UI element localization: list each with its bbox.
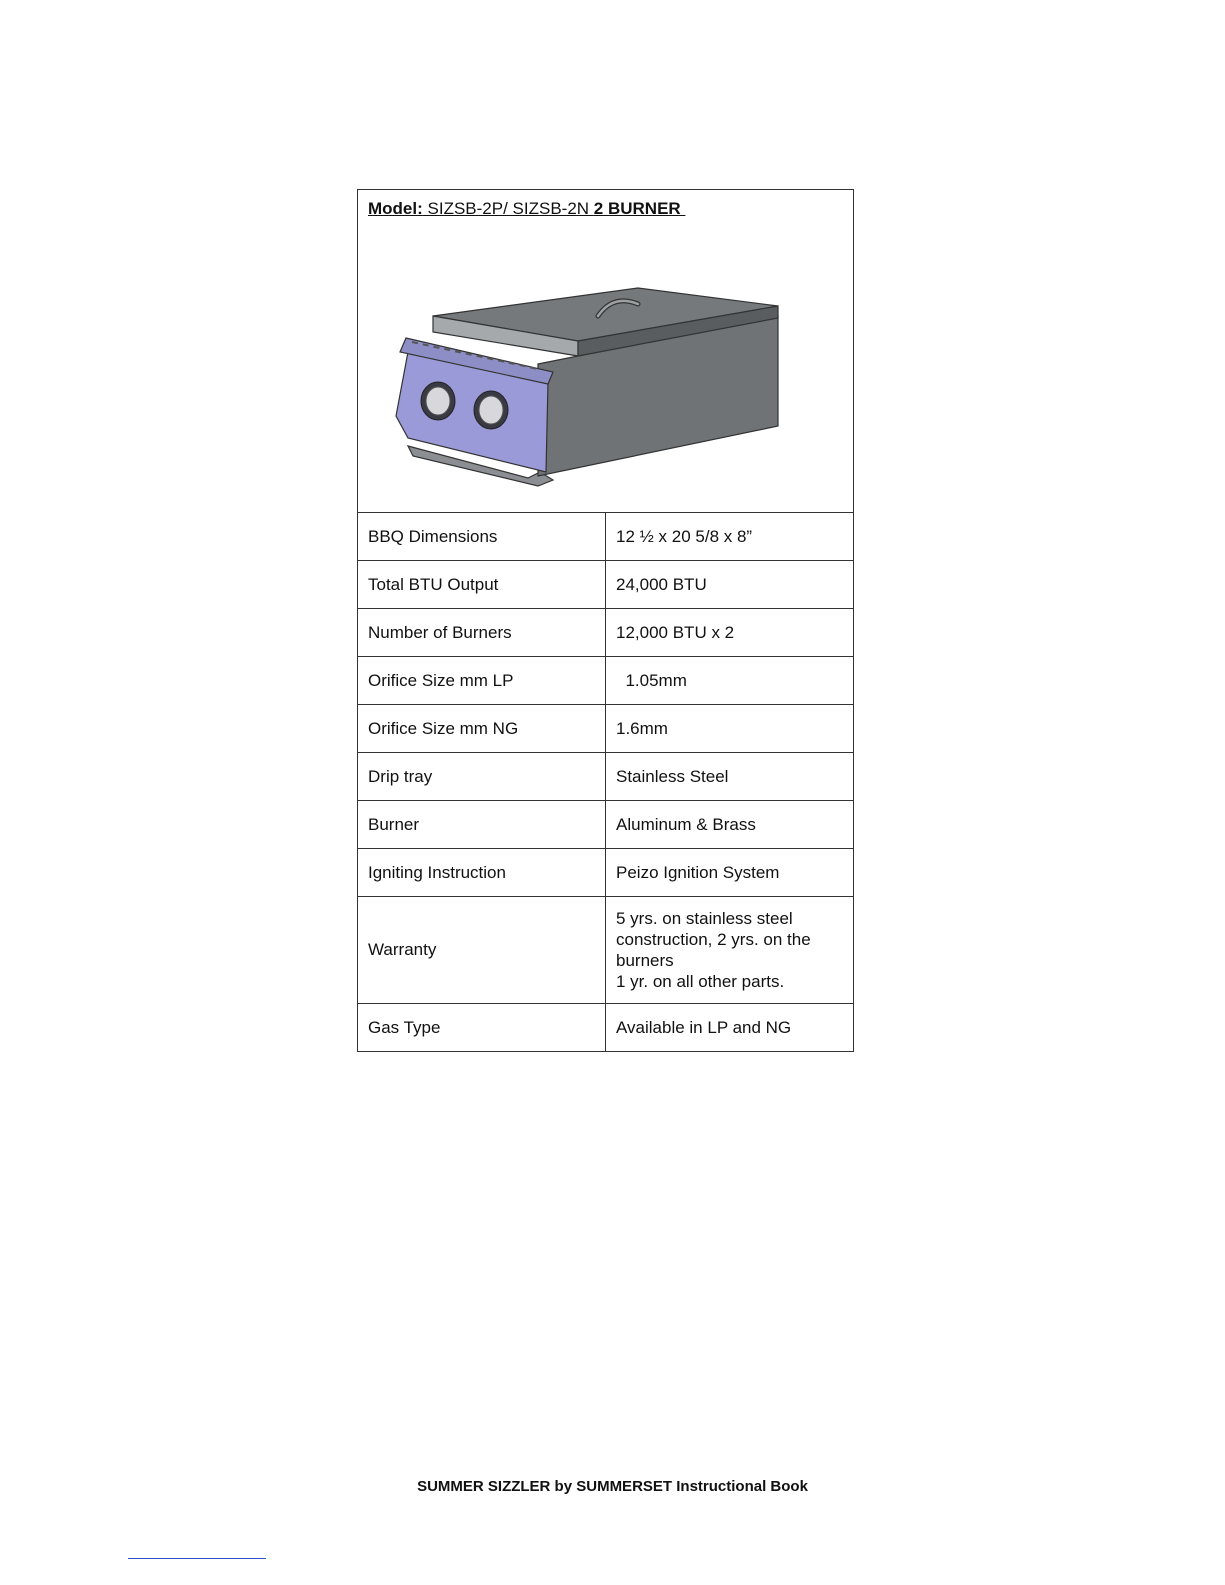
model-codes: SIZSB-2P/ SIZSB-2N	[422, 199, 594, 218]
spec-label: Drip tray	[358, 753, 606, 801]
model-label: Model:	[368, 199, 423, 218]
footer-text: SUMMER SIZZLER by SUMMERSET Instructional Book	[417, 1478, 808, 1495]
spec-label: Gas Type	[358, 1004, 606, 1052]
spec-row	[358, 1004, 854, 1052]
model-type: 2 BURNER	[593, 199, 686, 218]
spec-label: Burner	[358, 801, 606, 849]
spec-row	[358, 753, 854, 801]
footnote-rule	[128, 1558, 266, 1559]
spec-row	[358, 705, 854, 753]
spec-value: 24,000 BTU	[606, 561, 854, 609]
warranty-line: construction, 2 yrs. on the burners	[616, 929, 811, 970]
spec-label: Warranty	[358, 897, 606, 1004]
spec-row	[358, 609, 854, 657]
spec-value: Aluminum & Brass	[606, 801, 854, 849]
spec-row	[358, 561, 854, 609]
model-title	[368, 198, 685, 219]
spec-row	[358, 897, 854, 1004]
header-cell	[358, 190, 854, 513]
warranty-line: 5 yrs. on stainless steel	[616, 908, 793, 928]
spec-row	[358, 657, 854, 705]
spec-row	[358, 513, 854, 561]
spec-label: Number of Burners	[358, 609, 606, 657]
spec-value: Stainless Steel	[606, 753, 854, 801]
spec-row	[358, 801, 854, 849]
spec-value: 12,000 BTU x 2	[606, 609, 854, 657]
spec-value: 1.6mm	[606, 705, 854, 753]
side-burner-icon	[388, 286, 788, 496]
header-row	[358, 190, 854, 513]
spec-label: Orifice Size mm LP	[358, 657, 606, 705]
spec-value: Available in LP and NG	[606, 1004, 854, 1052]
spec-table	[357, 189, 854, 1052]
spec-row	[358, 849, 854, 897]
warranty-line: 1 yr. on all other parts.	[616, 972, 785, 992]
spec-value: 1.05mm	[606, 657, 854, 705]
spec-label: Total BTU Output	[358, 561, 606, 609]
spec-label: Orifice Size mm NG	[358, 705, 606, 753]
spec-label: Igniting Instruction	[358, 849, 606, 897]
spec-label: BBQ Dimensions	[358, 513, 606, 561]
spec-value: 12 ½ x 20 5/8 x 8”	[606, 513, 854, 561]
spec-value	[606, 897, 854, 1004]
spec-value: Peizo Ignition System	[606, 849, 854, 897]
